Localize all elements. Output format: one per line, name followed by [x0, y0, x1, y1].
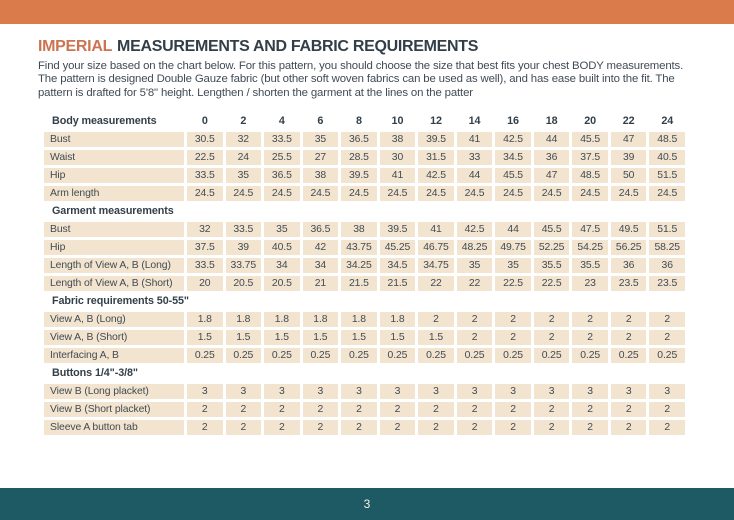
value-cell: 2 [457, 402, 493, 417]
value-cell: 0.25 [380, 348, 416, 363]
value-cell: 2 [341, 420, 377, 435]
value-cell: 22.5 [187, 150, 223, 165]
value-cell: 1.8 [380, 312, 416, 327]
value-cell: 36 [534, 150, 570, 165]
value-cell: 41 [418, 222, 454, 237]
value-cell: 2 [495, 420, 531, 435]
value-cell: 37.5 [572, 150, 608, 165]
value-cell: 36 [649, 258, 685, 273]
value-cell: 32 [226, 132, 262, 147]
value-cell: 2 [611, 402, 647, 417]
size-column-header: 14 [468, 115, 481, 128]
value-cell: 33.5 [264, 132, 300, 147]
value-cell: 3 [226, 384, 262, 399]
value-cell: 36 [611, 258, 647, 273]
footer-bar [0, 488, 734, 520]
value-cell: 25.5 [264, 150, 300, 165]
value-cell: 20.5 [226, 276, 262, 291]
value-cell: 2 [649, 402, 685, 417]
value-cell: 2 [264, 420, 300, 435]
value-cell: 34.5 [380, 258, 416, 273]
value-cell: 46.75 [418, 240, 454, 255]
row-label: Interfacing A, B [44, 348, 184, 363]
value-cell: 34.25 [341, 258, 377, 273]
value-cell: 34 [264, 258, 300, 273]
table-row [44, 186, 685, 201]
value-cell: 20.5 [264, 276, 300, 291]
value-cell: 48.5 [572, 168, 608, 183]
intro-line: pattern is drafted for 5'8" height. Lengthen / shorten the garment at the lines on the patter [38, 86, 473, 99]
value-cell: 1.5 [226, 330, 262, 345]
value-cell: 41 [380, 168, 416, 183]
value-cell: 52.25 [534, 240, 570, 255]
value-cell: 3 [572, 384, 608, 399]
row-label: View B (Long placket) [44, 384, 184, 399]
value-cell: 45.5 [495, 168, 531, 183]
value-cell: 24.5 [341, 186, 377, 201]
value-cell: 43.75 [341, 240, 377, 255]
row-label: View B (Short placket) [44, 402, 184, 417]
value-cell: 48.25 [457, 240, 493, 255]
section-header-row [44, 366, 685, 381]
row-label: View A, B (Long) [44, 312, 184, 327]
value-cell: 33.5 [187, 168, 223, 183]
size-column-header: 4 [278, 115, 285, 128]
value-cell: 38 [380, 132, 416, 147]
row-label: Length of View A, B (Long) [44, 258, 184, 273]
value-cell: 3 [495, 384, 531, 399]
size-column-header: 10 [391, 115, 404, 128]
value-cell: 35 [226, 168, 262, 183]
row-label: Hip [44, 240, 184, 255]
value-cell: 2 [495, 312, 531, 327]
row-label: Waist [44, 150, 184, 165]
value-cell: 24.5 [187, 186, 223, 201]
value-cell: 39.5 [341, 168, 377, 183]
value-cell: 28.5 [341, 150, 377, 165]
value-cell: 42.5 [418, 168, 454, 183]
value-cell: 3 [341, 384, 377, 399]
value-cell: 24.5 [264, 186, 300, 201]
value-cell: 39 [611, 150, 647, 165]
page-title [38, 38, 696, 56]
section-header: Buttons 1/4"-3/8" [52, 367, 138, 380]
value-cell: 3 [418, 384, 454, 399]
value-cell: 2 [303, 420, 339, 435]
value-cell: 1.8 [264, 312, 300, 327]
intro-line: The pattern is designed Double Gauze fabric (but other soft woven fabrics can be used as well), and has ease built into the fit. The [38, 73, 675, 86]
value-cell: 2 [187, 420, 223, 435]
value-cell: 49.5 [611, 222, 647, 237]
value-cell: 24.5 [303, 186, 339, 201]
value-cell: 58.25 [649, 240, 685, 255]
value-cell: 24.5 [534, 186, 570, 201]
value-cell: 0.25 [341, 348, 377, 363]
size-column-header: 22 [622, 115, 635, 128]
page-content [0, 24, 734, 435]
value-cell: 50 [611, 168, 647, 183]
value-cell: 47.5 [572, 222, 608, 237]
value-cell: 3 [534, 384, 570, 399]
value-cell: 21.5 [341, 276, 377, 291]
value-cell: 2 [187, 402, 223, 417]
row-label: Hip [44, 168, 184, 183]
value-cell: 24 [226, 150, 262, 165]
value-cell: 0.25 [226, 348, 262, 363]
value-cell: 24.5 [495, 186, 531, 201]
value-cell: 2 [572, 312, 608, 327]
table-row [44, 402, 685, 417]
value-cell: 35 [264, 222, 300, 237]
section-header-row [44, 114, 685, 129]
value-cell: 38 [303, 168, 339, 183]
value-cell: 45.5 [572, 132, 608, 147]
value-cell: 32 [187, 222, 223, 237]
size-column-header: 0 [201, 115, 208, 128]
value-cell: 31.5 [418, 150, 454, 165]
value-cell: 49.75 [495, 240, 531, 255]
value-cell: 37.5 [187, 240, 223, 255]
size-column-header: 8 [355, 115, 362, 128]
value-cell: 22.5 [534, 276, 570, 291]
section-header: Garment measurements [52, 205, 174, 218]
page-title-rest: MEASUREMENTS AND FABRIC REQUIREMENTS [117, 38, 479, 55]
value-cell: 2 [226, 420, 262, 435]
table-row [44, 240, 685, 255]
value-cell: 33.5 [187, 258, 223, 273]
value-cell: 0.25 [495, 348, 531, 363]
value-cell: 2 [418, 312, 454, 327]
value-cell: 1.5 [264, 330, 300, 345]
value-cell: 1.5 [303, 330, 339, 345]
value-cell: 44 [495, 222, 531, 237]
value-cell: 34.5 [495, 150, 531, 165]
value-cell: 23.5 [611, 276, 647, 291]
top-accent-bar [0, 0, 734, 24]
value-cell: 2 [380, 402, 416, 417]
value-cell: 45.25 [380, 240, 416, 255]
intro-line: Find your size based on the chart below. For this pattern, you should choose the size that best fits your chest BODY measurements. [38, 60, 684, 72]
size-column-header: 12 [430, 115, 442, 128]
value-cell: 1.5 [418, 330, 454, 345]
value-cell: 3 [264, 384, 300, 399]
row-label: Sleeve A button tab [44, 420, 184, 435]
value-cell: 24.5 [380, 186, 416, 201]
table-row [44, 312, 685, 327]
table-row [44, 330, 685, 345]
value-cell: 0.25 [264, 348, 300, 363]
value-cell: 1.5 [187, 330, 223, 345]
table-row [44, 276, 685, 291]
value-cell: 2 [457, 330, 493, 345]
value-cell: 1.8 [303, 312, 339, 327]
value-cell: 2 [649, 420, 685, 435]
size-column-header: 16 [507, 115, 519, 128]
value-cell: 48.5 [649, 132, 685, 147]
value-cell: 47 [611, 132, 647, 147]
value-cell: 2 [649, 312, 685, 327]
value-cell: 2 [611, 330, 647, 345]
value-cell: 3 [303, 384, 339, 399]
value-cell: 0.25 [418, 348, 454, 363]
value-cell: 23 [572, 276, 608, 291]
table-row [44, 132, 685, 147]
value-cell: 34.75 [418, 258, 454, 273]
value-cell: 2 [380, 420, 416, 435]
table-row [44, 150, 685, 165]
value-cell: 0.25 [611, 348, 647, 363]
value-cell: 0.25 [649, 348, 685, 363]
value-cell: 24.5 [649, 186, 685, 201]
value-cell: 2 [572, 330, 608, 345]
value-cell: 0.25 [303, 348, 339, 363]
table-row [44, 222, 685, 237]
value-cell: 30 [380, 150, 416, 165]
value-cell: 45.5 [534, 222, 570, 237]
value-cell: 56.25 [611, 240, 647, 255]
value-cell: 2 [534, 312, 570, 327]
value-cell: 22 [418, 276, 454, 291]
row-label: Bust [44, 222, 184, 237]
value-cell: 51.5 [649, 168, 685, 183]
value-cell: 33.75 [226, 258, 262, 273]
value-cell: 2 [611, 420, 647, 435]
value-cell: 39.5 [418, 132, 454, 147]
value-cell: 40.5 [264, 240, 300, 255]
value-cell: 39.5 [380, 222, 416, 237]
size-column-header: 20 [584, 115, 597, 128]
value-cell: 22.5 [495, 276, 531, 291]
value-cell: 2 [226, 402, 262, 417]
value-cell: 35 [495, 258, 531, 273]
value-cell: 33.5 [226, 222, 262, 237]
value-cell: 21 [303, 276, 339, 291]
value-cell: 2 [418, 420, 454, 435]
value-cell: 21.5 [380, 276, 416, 291]
value-cell: 41 [457, 132, 493, 147]
value-cell: 2 [457, 312, 493, 327]
page-number: 3 [363, 497, 371, 511]
value-cell: 3 [457, 384, 493, 399]
value-cell: 40.5 [649, 150, 685, 165]
value-cell: 24.5 [457, 186, 493, 201]
value-cell: 2 [418, 402, 454, 417]
value-cell: 38 [341, 222, 377, 237]
value-cell: 36.5 [341, 132, 377, 147]
value-cell: 2 [572, 420, 608, 435]
value-cell: 2 [341, 402, 377, 417]
value-cell: 36.5 [303, 222, 339, 237]
value-cell: 47 [534, 168, 570, 183]
value-cell: 24.5 [572, 186, 608, 201]
value-cell: 51.5 [649, 222, 685, 237]
value-cell: 3 [611, 384, 647, 399]
value-cell: 27 [303, 150, 339, 165]
row-label: Bust [44, 132, 184, 147]
page-title-accent: IMPERIAL [38, 38, 113, 55]
size-column-header: 24 [661, 115, 674, 128]
value-cell: 2 [611, 312, 647, 327]
measurements-table [44, 114, 685, 435]
value-cell: 35.5 [534, 258, 570, 273]
value-cell: 23.5 [649, 276, 685, 291]
row-label: Length of View A, B (Short) [44, 276, 184, 291]
value-cell: 30.5 [187, 132, 223, 147]
value-cell: 35 [457, 258, 493, 273]
value-cell: 2 [649, 330, 685, 345]
table-row [44, 348, 685, 363]
value-cell: 2 [495, 402, 531, 417]
value-cell: 2 [572, 402, 608, 417]
section-header-row [44, 294, 685, 309]
value-cell: 34 [303, 258, 339, 273]
value-cell: 54.25 [572, 240, 608, 255]
value-cell: 42 [303, 240, 339, 255]
value-cell: 0.25 [187, 348, 223, 363]
value-cell: 22 [457, 276, 493, 291]
table-row [44, 258, 685, 273]
size-column-header: 18 [545, 115, 558, 128]
value-cell: 2 [264, 402, 300, 417]
value-cell: 33 [457, 150, 493, 165]
value-cell: 1.8 [226, 312, 262, 327]
row-label: Arm length [44, 186, 184, 201]
table-row [44, 384, 685, 399]
value-cell: 0.25 [534, 348, 570, 363]
value-cell: 0.25 [572, 348, 608, 363]
value-cell: 24.5 [418, 186, 454, 201]
intro-paragraph [38, 60, 696, 100]
value-cell: 2 [534, 330, 570, 345]
value-cell: 44 [534, 132, 570, 147]
value-cell: 3 [649, 384, 685, 399]
value-cell: 2 [534, 402, 570, 417]
table-row [44, 168, 685, 183]
value-cell: 1.8 [341, 312, 377, 327]
value-cell: 2 [495, 330, 531, 345]
value-cell: 35 [303, 132, 339, 147]
value-cell: 24.5 [611, 186, 647, 201]
value-cell: 42.5 [457, 222, 493, 237]
value-cell: 44 [457, 168, 493, 183]
value-cell: 39 [226, 240, 262, 255]
value-cell: 2 [303, 402, 339, 417]
value-cell: 3 [187, 384, 223, 399]
value-cell: 20 [187, 276, 223, 291]
row-label: View A, B (Short) [44, 330, 184, 345]
value-cell: 1.5 [380, 330, 416, 345]
value-cell: 1.8 [187, 312, 223, 327]
value-cell: 2 [534, 420, 570, 435]
value-cell: 36.5 [264, 168, 300, 183]
value-cell: 35.5 [572, 258, 608, 273]
value-cell: 2 [457, 420, 493, 435]
section-header: Body measurements [52, 115, 157, 128]
section-header: Fabric requirements 50-55" [52, 295, 189, 308]
size-column-header: 6 [317, 115, 324, 128]
value-cell: 24.5 [226, 186, 262, 201]
table-row [44, 420, 685, 435]
value-cell: 42.5 [495, 132, 531, 147]
value-cell: 0.25 [457, 348, 493, 363]
value-cell: 3 [380, 384, 416, 399]
section-header-row [44, 204, 685, 219]
value-cell: 1.5 [341, 330, 377, 345]
size-column-header: 2 [240, 115, 247, 128]
